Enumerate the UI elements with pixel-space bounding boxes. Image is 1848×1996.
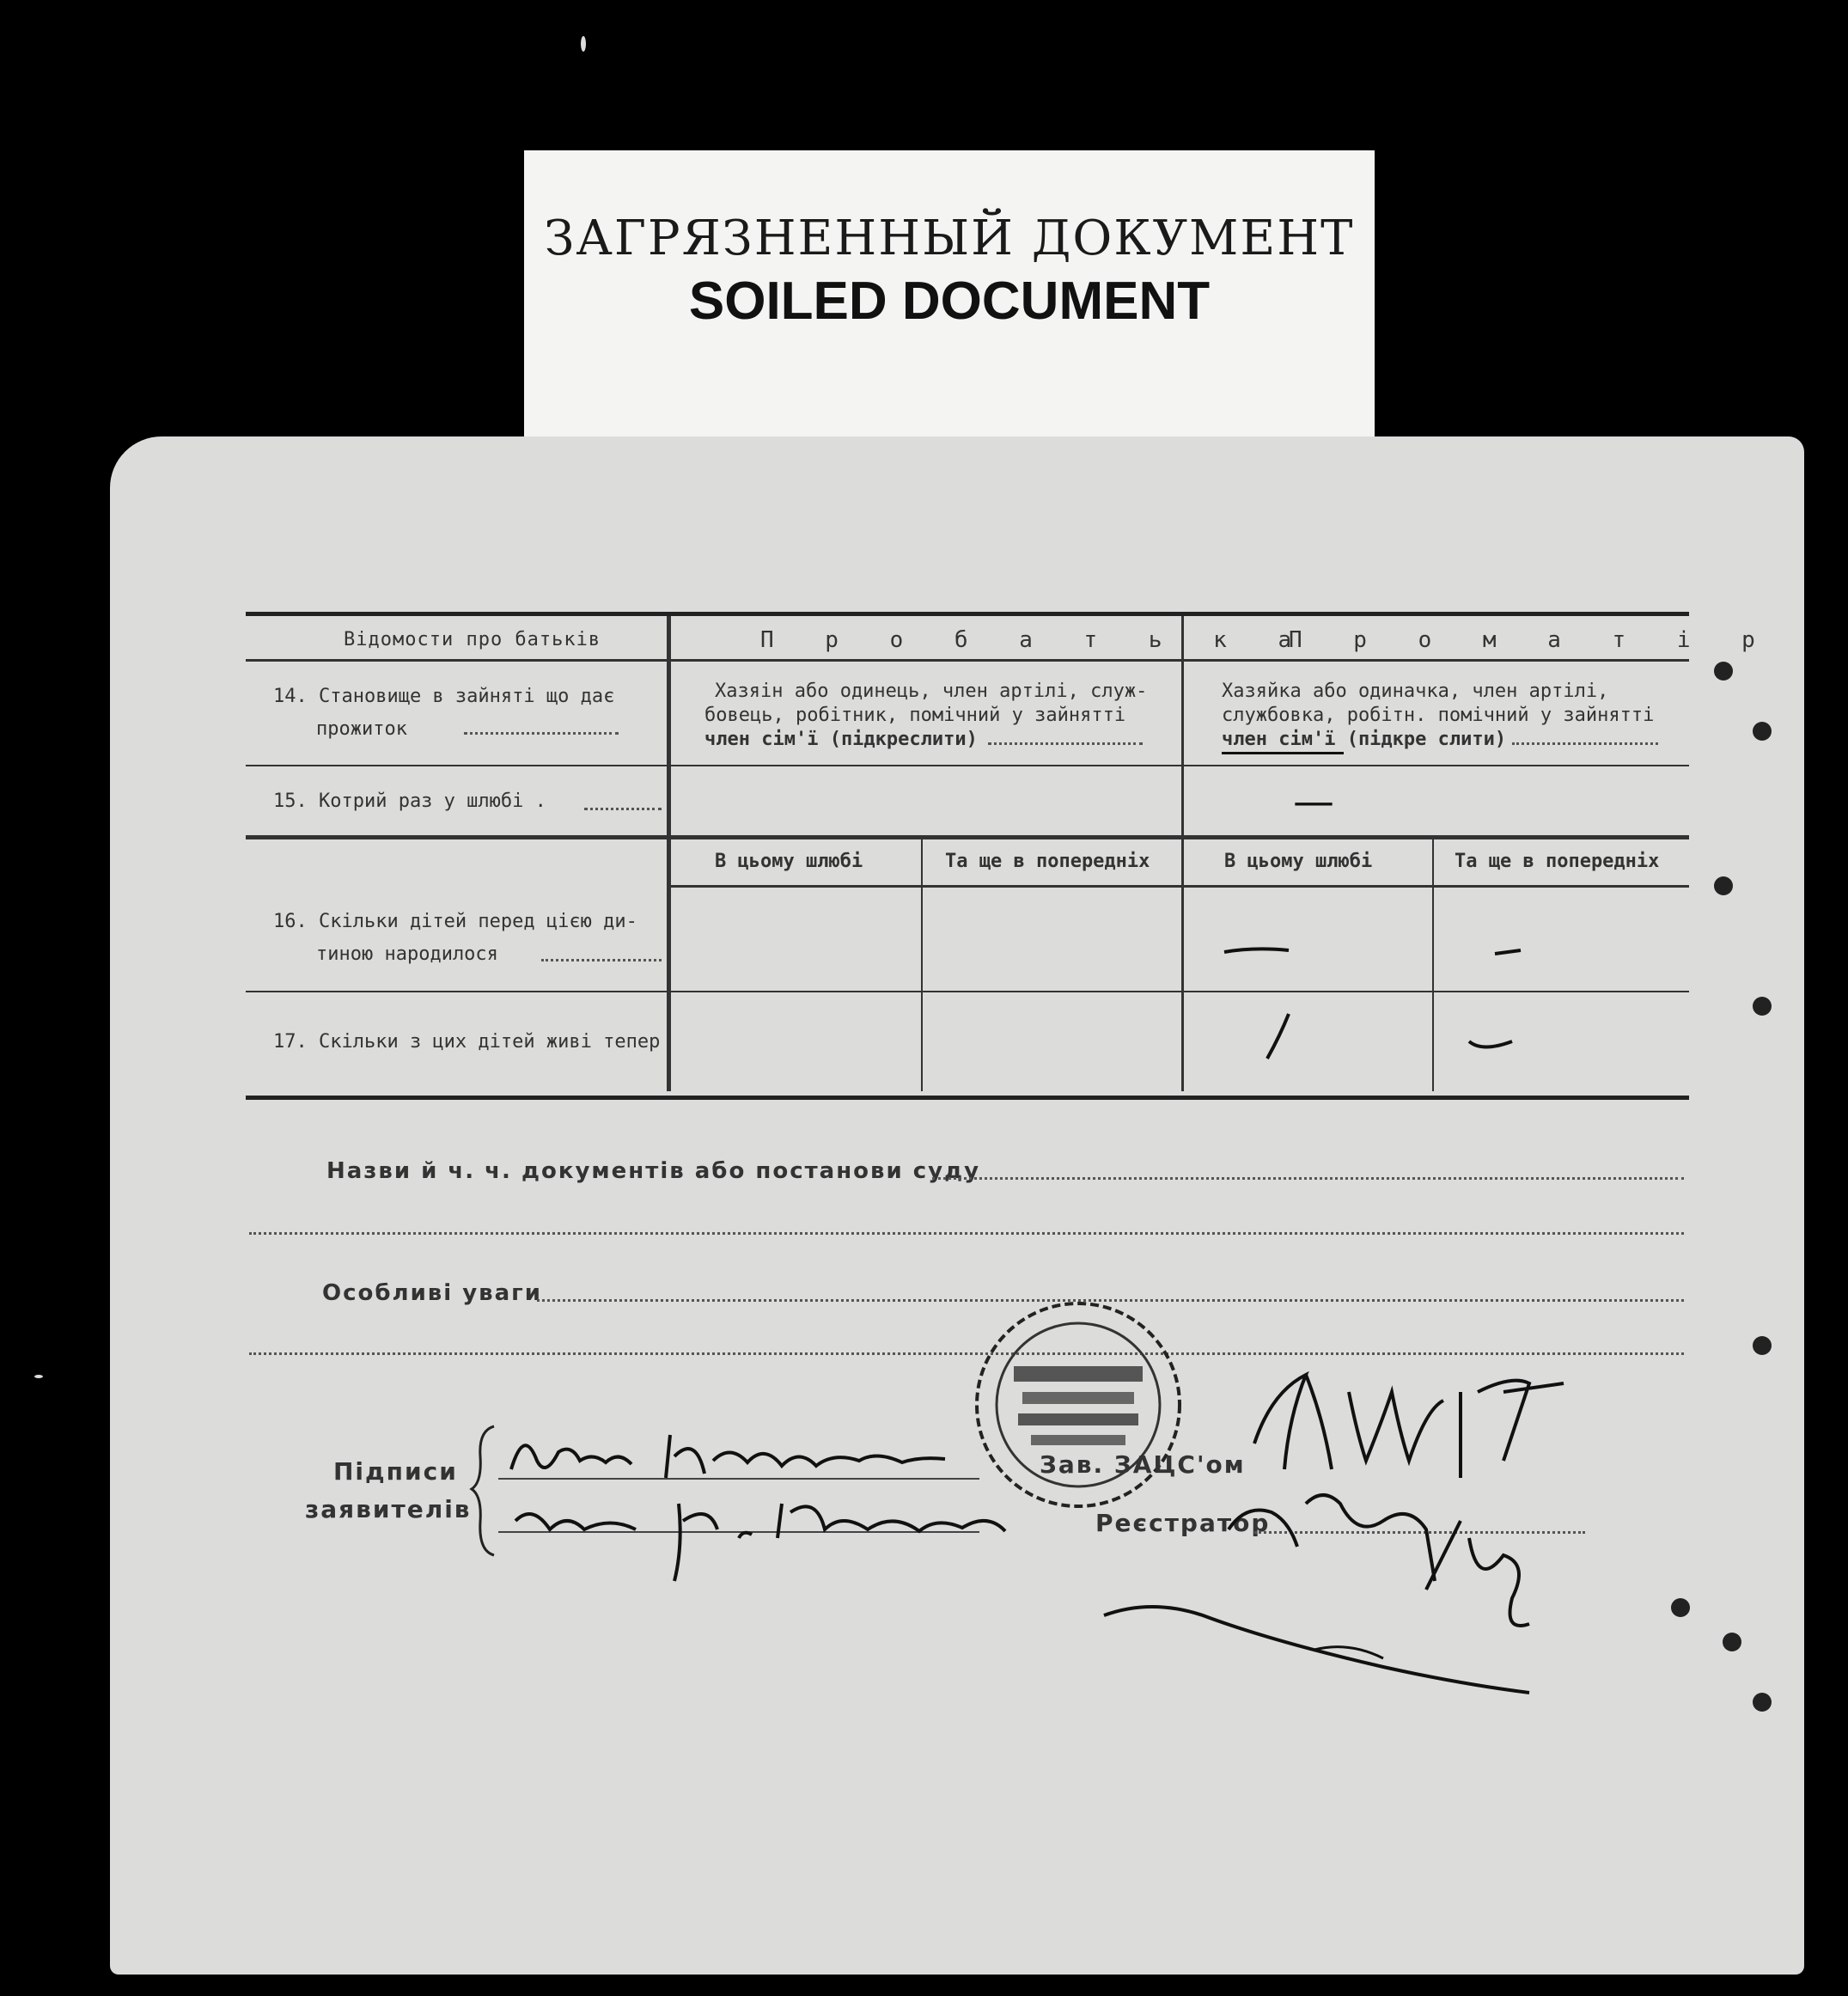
header-parents: Відомости про батьків	[344, 629, 601, 650]
subheader-previous-father: Та ще в попередніх	[945, 851, 1150, 872]
registrar-label: Реєстратор	[1095, 1509, 1271, 1537]
binding-hole	[1753, 1693, 1772, 1712]
table-rule	[921, 839, 923, 1091]
documents-label: Назви й ч. ч. документів або постанови суду	[326, 1158, 981, 1184]
table-rule	[1181, 616, 1184, 1091]
leader-dots	[464, 732, 619, 735]
row15-mother-value: —	[1293, 778, 1334, 826]
leader-dots	[541, 959, 662, 961]
head-zags-label: Зав. ЗАЦС'ом	[1040, 1450, 1246, 1479]
table-rule	[246, 765, 1689, 766]
binding-hole	[1671, 1598, 1690, 1617]
table-rule	[246, 659, 1689, 662]
binding-hole	[1753, 722, 1772, 741]
leader-dots	[584, 808, 662, 810]
row14-mother-2: службовка, робітн. помічний у зайнятті	[1222, 705, 1655, 726]
binding-hole	[1714, 662, 1733, 681]
row15-label: 15. Котрий раз у шлюбі .	[273, 790, 546, 812]
table-rule	[670, 885, 1689, 888]
applicant-signatures	[498, 1409, 1031, 1598]
header-father: П р о б а т ь к а	[760, 627, 1311, 653]
table-rule	[667, 616, 671, 1091]
row17-label: 17. Скільки з цих дітей живі тепер	[273, 1031, 661, 1053]
row14-mother-3: член сім'ї (підкре слити)	[1222, 729, 1507, 750]
row14-label-cont: прожиток	[316, 718, 407, 740]
binding-hole	[1753, 1336, 1772, 1355]
handwritten-marks-table	[1203, 928, 1529, 1074]
binding-hole	[1714, 876, 1733, 895]
binding-hole	[1753, 997, 1772, 1016]
official-signatures	[1100, 1340, 1581, 1736]
row14-label: 14. Становище в зайняті що дає	[273, 686, 615, 707]
signatures-label-1: Підписи	[333, 1457, 458, 1486]
label-english: SOILED DOCUMENT	[688, 272, 1211, 331]
dust-speck	[581, 36, 586, 52]
row14-father-2: бовець, робітник, помічний у зайнятті	[704, 705, 1126, 726]
subheader-previous-mother: Та ще в попередніх	[1455, 851, 1660, 872]
documents-line-2	[249, 1232, 1684, 1235]
underline-mark	[1222, 752, 1344, 754]
row14-father-3: член сім'ї (підкреслити)	[704, 729, 978, 750]
row14-father-1: Хазяін або одинець, член артілі, служ-	[715, 681, 1148, 702]
leader-dots	[1512, 742, 1658, 745]
binding-hole	[1723, 1633, 1741, 1651]
leader-dots	[988, 742, 1143, 745]
row16-label-cont: тиною народилося	[316, 943, 498, 965]
table-rule	[246, 835, 1689, 839]
remarks-label: Особливі уваги	[322, 1280, 542, 1306]
row16-label: 16. Скільки дітей перед цією ди-	[273, 911, 637, 932]
header-mother: П р о м а т і р	[1289, 627, 1774, 653]
soiled-document-card	[524, 150, 1375, 438]
subheader-this-marriage-father: В цьому шлюбі	[715, 851, 863, 872]
signatures-brace	[468, 1422, 503, 1560]
documents-line	[932, 1177, 1684, 1180]
row14-mother-1: Хазяйка або одиначка, член артілі,	[1222, 681, 1609, 702]
dust-speck	[34, 1375, 43, 1378]
signatures-label-2: заявителів	[305, 1495, 472, 1523]
subheader-this-marriage-mother: В цьому шлюбі	[1224, 851, 1373, 872]
label-russian: ЗАГРЯЗНЕННЫЙ ДОКУМЕНТ	[544, 211, 1355, 266]
